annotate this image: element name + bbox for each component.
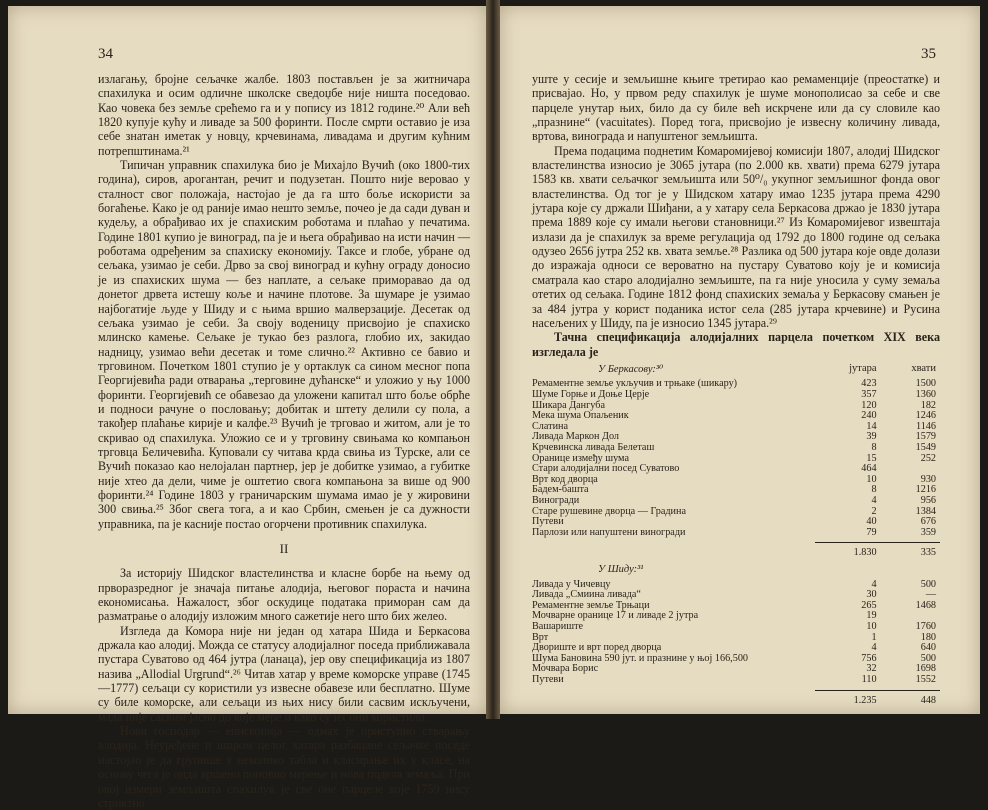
row-label: Оранице између шума xyxy=(532,452,629,464)
row-jutara: 1 xyxy=(871,631,877,643)
row-hvati: 1552 xyxy=(915,673,936,685)
paragraph: Изгледа да Комора није ни један од хатара Шида и Беркасова држала као алодиј. Можда се статусу алодијалног поседа приближавала пустара Суватово од 464 јутра (ланаца), јер ову спецификација из 1807 назива „Allodial Urgrund“.²⁶ Читав хатар у време коморске управе (1745—1777) сељаци су користили уз извесне обавезе или бесплатно. Шуме су биле коморске, али сељаци из њих нису били сасвим искључени, мада није сасвим јасно до које мере и како су их они користили. xyxy=(98,623,470,724)
row-hvati: 1360 xyxy=(915,389,936,401)
row-hvati: 1384 xyxy=(915,505,936,517)
row-label: Ливада Маркон Дол xyxy=(532,431,620,443)
row-hvati: 1216 xyxy=(915,484,936,496)
row-label: Крчевинска ливада Белеташ xyxy=(532,442,655,454)
row-jutara: 19 xyxy=(866,610,877,622)
left-page-text xyxy=(98,72,470,810)
table-row xyxy=(532,675,940,686)
table-title: Тачна спецификација алодијалних парцела почетком XIX века изгледала је xyxy=(532,330,940,359)
row-label: Путеви xyxy=(532,673,564,685)
table-row xyxy=(532,622,940,633)
row-label: Ливада „Смиина ливада“ xyxy=(532,589,641,601)
total-row xyxy=(532,690,940,706)
row-jutara: 10 xyxy=(866,620,877,632)
paragraph: Према подацима поднетим Комаромијевој комисији 1807, алодиј Шидског властелинства износио је 3065 јутара (по 2.000 кв. хвати) према 6279 јутара 1583 кв. хвати сељачког земљишта или 50⁰/₀ укупног земљишног фонда овог властелинства. Од тог је у Шидском хатару имао 1235 јутара према 4290 јутара које су држали Шиђани, а у хатару села Беркасова држао је 1830 јутара према 1889 које су имали његови становници.²⁷ Из Комаромијевог извештаја излази да је спахилук за време регулација од 1792 до 1800 године од сељака одузео 2656 јутра 252 кв. хвата земље.²⁸ Разлика од 500 јутара које овде долази до изражаја односи се вероватно на пустару Суватово коју је и комисија сматрала као старо алодијално земљиште, па га није уносила у суму земаља отетих од сељака. Године 1812 фонд спахиских земаља у Беркасову смањен је за 484 јутра у корист поданика истог села (285 јутара крчевине) и Русина насељених у Шиду, па је износио 1345 јутара.²⁹ xyxy=(532,143,940,330)
row-label: Врт xyxy=(532,631,549,643)
row-jutara: 15 xyxy=(866,452,877,464)
paragraph: Нови господар — епископија — одмах је приступио стварању алодија. Неуређене и широм целог хатара разбацане сељачке поседе настојао је да групише у неколико табла и класирање их у класе, на основу чега је онда вршено поновно мерење и нова подела земаља. При овој измери земљишта спахилук је све оне парцеле које 1759 нису стриктно xyxy=(98,724,470,810)
right-page-text xyxy=(532,72,940,706)
table-row xyxy=(532,507,940,518)
section-title: У Беркасову:³⁰ xyxy=(598,363,664,375)
row-label: Стари алодијални посед Суватово xyxy=(532,463,680,475)
table-row xyxy=(532,528,940,539)
row-jutara: 756 xyxy=(861,652,877,664)
row-hvati: 1549 xyxy=(915,442,936,454)
row-hvati: 930 xyxy=(920,473,936,485)
row-hvati: 956 xyxy=(920,495,936,506)
row-jutara: 39 xyxy=(866,431,877,443)
row-label: Шума Бановина 590 јут. и празнине у њој 166,500 xyxy=(532,652,749,664)
total-jutara: 1.830 xyxy=(853,547,877,559)
column-header: јутара xyxy=(849,362,877,374)
row-label: Слатина xyxy=(532,420,569,432)
table-row xyxy=(532,475,940,486)
row-hvati: 252 xyxy=(920,452,936,464)
row-label: Мочвара Борис xyxy=(532,663,599,675)
row-jutara: 4 xyxy=(871,578,877,590)
row-jutara: 4 xyxy=(871,642,877,654)
table-row xyxy=(532,664,940,675)
row-hvati: 359 xyxy=(920,526,936,538)
paragraph: уште у сесије и земљишне књиге третирао као ремаменције (преостатке) и присвајао. Но, у првом реду спахилук је шуме монополисао за себе и све парцеле унутар њих, било да су биле већ искрчене или да су словиле као „празнине“ (vacuitates). Поред тога, присвојио је извесну количину ливада, вртова, винограда и напуштеног земљишта. xyxy=(532,72,940,144)
row-hvati: — xyxy=(925,589,936,601)
right-page xyxy=(500,6,980,714)
row-jutara: 79 xyxy=(866,526,877,538)
row-label: Мека шума Опаљеник xyxy=(532,410,629,422)
table-row xyxy=(532,611,940,622)
row-hvati: 180 xyxy=(920,631,936,643)
section-title: У Шиду:³¹ xyxy=(598,563,644,575)
row-jutara: 357 xyxy=(861,389,877,401)
row-jutara: 110 xyxy=(861,673,877,685)
row-label: Вашариште xyxy=(532,620,584,632)
row-label: Виногради xyxy=(532,495,580,506)
total-jutara: 1.235 xyxy=(853,694,877,706)
row-hvati: 640 xyxy=(920,642,936,654)
row-jutara: 240 xyxy=(861,410,877,422)
row-jutara: 40 xyxy=(866,516,877,528)
row-jutara: 120 xyxy=(861,399,877,411)
row-label: Ремаментне земље укључив и трњаке (шикару) xyxy=(532,378,738,390)
row-jutara: 10 xyxy=(866,473,877,485)
row-label: Ливада у Чичевцу xyxy=(532,578,611,590)
total-row xyxy=(532,543,940,559)
row-hvati: 676 xyxy=(920,516,936,528)
row-jutara: 8 xyxy=(871,442,877,454)
row-label: Бадем-башта xyxy=(532,484,589,496)
row-jutara: 8 xyxy=(871,484,877,496)
row-hvati: 500 xyxy=(920,652,936,664)
row-hvati: 1579 xyxy=(915,431,936,443)
row-hvati: 500 xyxy=(920,578,936,590)
row-hvati: 1698 xyxy=(915,663,936,675)
row-label: Старе рушевине дворца — Градина xyxy=(532,505,686,517)
section-heading: II xyxy=(279,541,289,556)
left-page xyxy=(8,6,486,810)
row-jutara: 4 xyxy=(871,495,877,506)
row-jutara: 464 xyxy=(861,463,877,475)
paragraph: излагању, бројне сељачке жалбе. 1803 постављен је за житничара спахилука и осим одличне школске сведоџбе није ништа поседовао. Као човека без земље срећемо га и у попису из 1812 године.²⁰ Али већ 1820 купује кућу и ливаде за 500 форинти. После смрти оставио је иза себе знатан иметак у новцу, крчевинама, ливадама и другим кућним потрепштинама.²¹ xyxy=(98,72,470,158)
sid-table xyxy=(532,559,940,706)
paragraph: Типичан управник спахилука био је Михајло Вучић (око 1800-тих година), сиров, арогантан, речит и подузетан. Пошто није веровао у сталност свог положаја, настојао је да га што боље искористи за богаћење. Како је од раније имао нешто земље, почео је да сади дуван и кудељу, а обрађивао их је спахиским роботама и плаћао у печатима. Године 1801 купио је виноград, па је и њега обрађивао на исти начин — роботама одређеним за спахиску економију. Таксе и глобе, убране од сељака, узимао је себи. Дрво за свој виноград и кућну ограду доносио је из спахиских шума — без наплате, а сељаке приморавао да од донетог дрвета истешу коље и начине плотове. За шумаре је узимао најбогатије људе у Шиду и с њима вршио малверзације. Десетак од сељака узимао је себи. За своју воденицу присвојио је спахиско млинско камење. Сељаке је тукао без разлога, глобио их, закидао надницу, узимао већи десетак и томе слично.²² Активно се бавио и трговином. Почетком 1801 ступио је у ортаклук са сином месног попа Георгијевића ради отварања „терговине дућанске“ и уложио у њу 1000 форинти. Георгијевић се обавезао да уложени капитал што боље обрће и подноси рачуне о пословању; добитак и штету делили су пола, а такођер плаћање кирије и калфе.²³ Вучић је трговао и житом, али је то скривао од спахилука. Уложио се и у трговину свињама ко компањон трговца Беличевића. Куповали су читава крда свиња из Турске, али се Вучић показао као нелојалан партнер, јер је добитке узимао, а губитке није хтео да дели, чиме је оштетио свога компањона за више од 900 форинти.²⁴ Године 1803 у граничарским шумама имао је у жировини 300 свиња.²⁵ Због свега тога, а и као Србин, смењен је са дужности управника, па је касније постао огорчени противник спахилука. xyxy=(98,158,470,531)
table-row xyxy=(532,485,940,496)
book-gutter xyxy=(486,0,500,719)
row-hvati: 182 xyxy=(920,399,936,411)
table-row xyxy=(532,411,940,422)
row-label: Путеви xyxy=(532,516,564,528)
table-row xyxy=(532,496,940,507)
row-label: Шуме Горње и Доње Церје xyxy=(532,389,650,401)
row-jutara: 32 xyxy=(866,663,877,675)
row-label: Шикара Дангуба xyxy=(532,399,605,411)
row-hvati: 1146 xyxy=(916,420,936,432)
row-hvati: 1246 xyxy=(915,410,936,422)
berkasovo-table xyxy=(532,359,940,559)
row-jutara: 2 xyxy=(871,505,877,517)
paragraph: За историју Шидског властелинства и класне борбе на њему од прворазредног је значаја питање алодија, његовог пораста и начина економисања. Нажалост, због оскудице података приморан сам да разматрање о алодију изложим много сажетије него што бих желео. xyxy=(98,566,470,624)
row-jutara: 265 xyxy=(861,599,877,611)
row-label: Парлози или напуштени виногради xyxy=(532,526,686,538)
row-label: Мочварне оранице 17 и ливаде 2 јутра xyxy=(532,610,699,622)
row-jutara: 423 xyxy=(861,378,877,390)
row-jutara: 14 xyxy=(866,420,877,432)
page-number: 35 xyxy=(921,46,936,62)
column-header: хвати xyxy=(911,362,936,374)
row-hvati: 1468 xyxy=(915,599,936,611)
row-hvati: 1760 xyxy=(915,620,936,632)
row-label: Ремаментне земље Трњаци xyxy=(532,599,650,611)
page-number: 34 xyxy=(98,46,113,62)
row-jutara: 30 xyxy=(866,589,877,601)
total-hvati: 448 xyxy=(920,694,936,706)
row-hvati: 1500 xyxy=(915,378,936,390)
row-label: Двориште и врт поред дворца xyxy=(532,642,662,654)
row-label: Врт код дворца xyxy=(532,473,598,485)
total-hvati: 335 xyxy=(920,547,936,559)
